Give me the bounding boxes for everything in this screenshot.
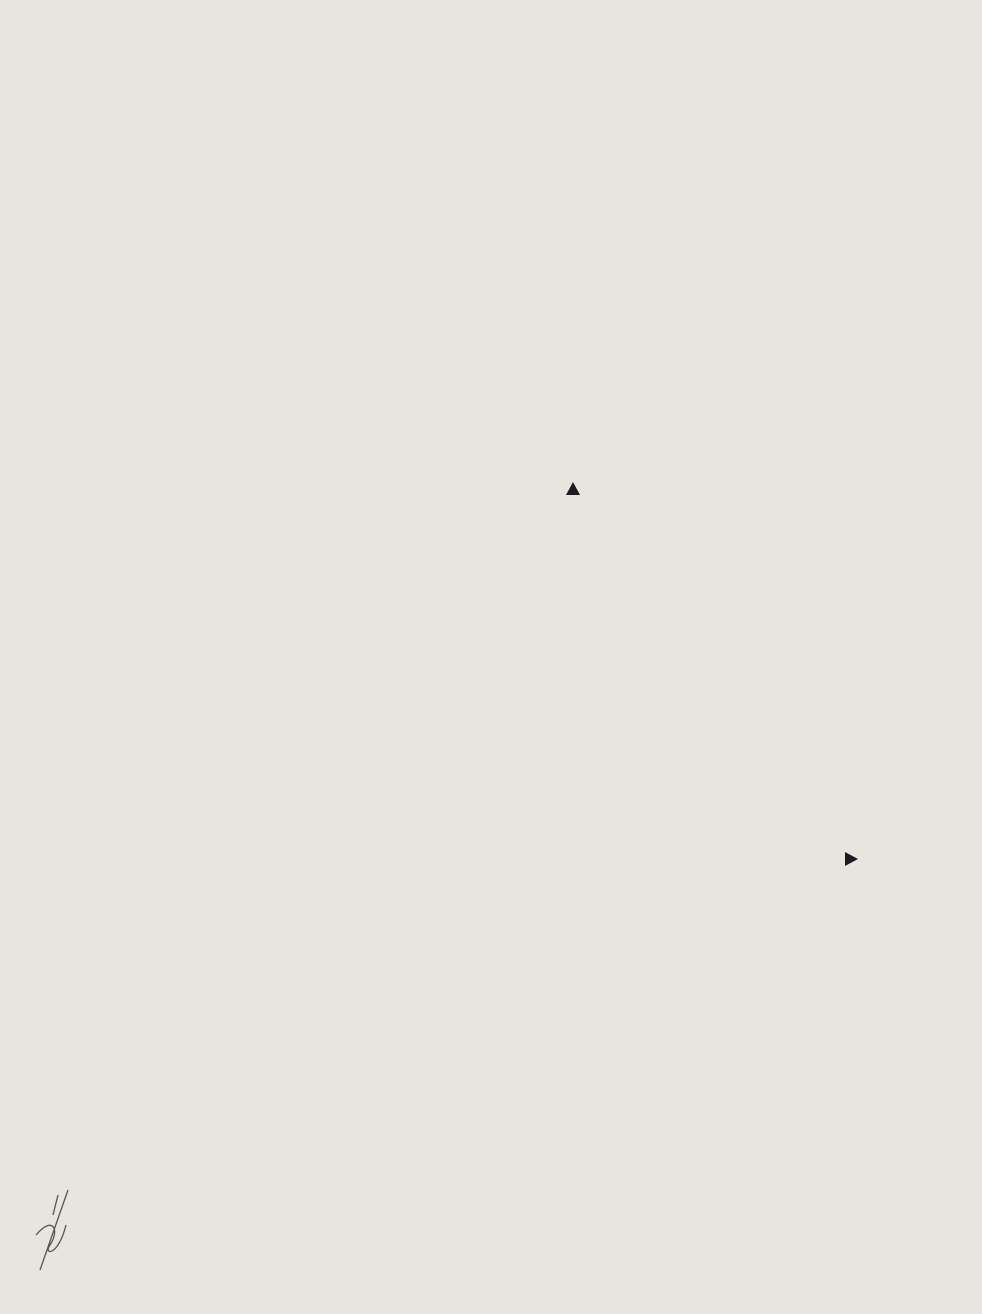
x-axis-arrow	[845, 852, 858, 866]
y-axis-arrow	[566, 482, 580, 495]
pen-scribble	[28, 1185, 88, 1280]
